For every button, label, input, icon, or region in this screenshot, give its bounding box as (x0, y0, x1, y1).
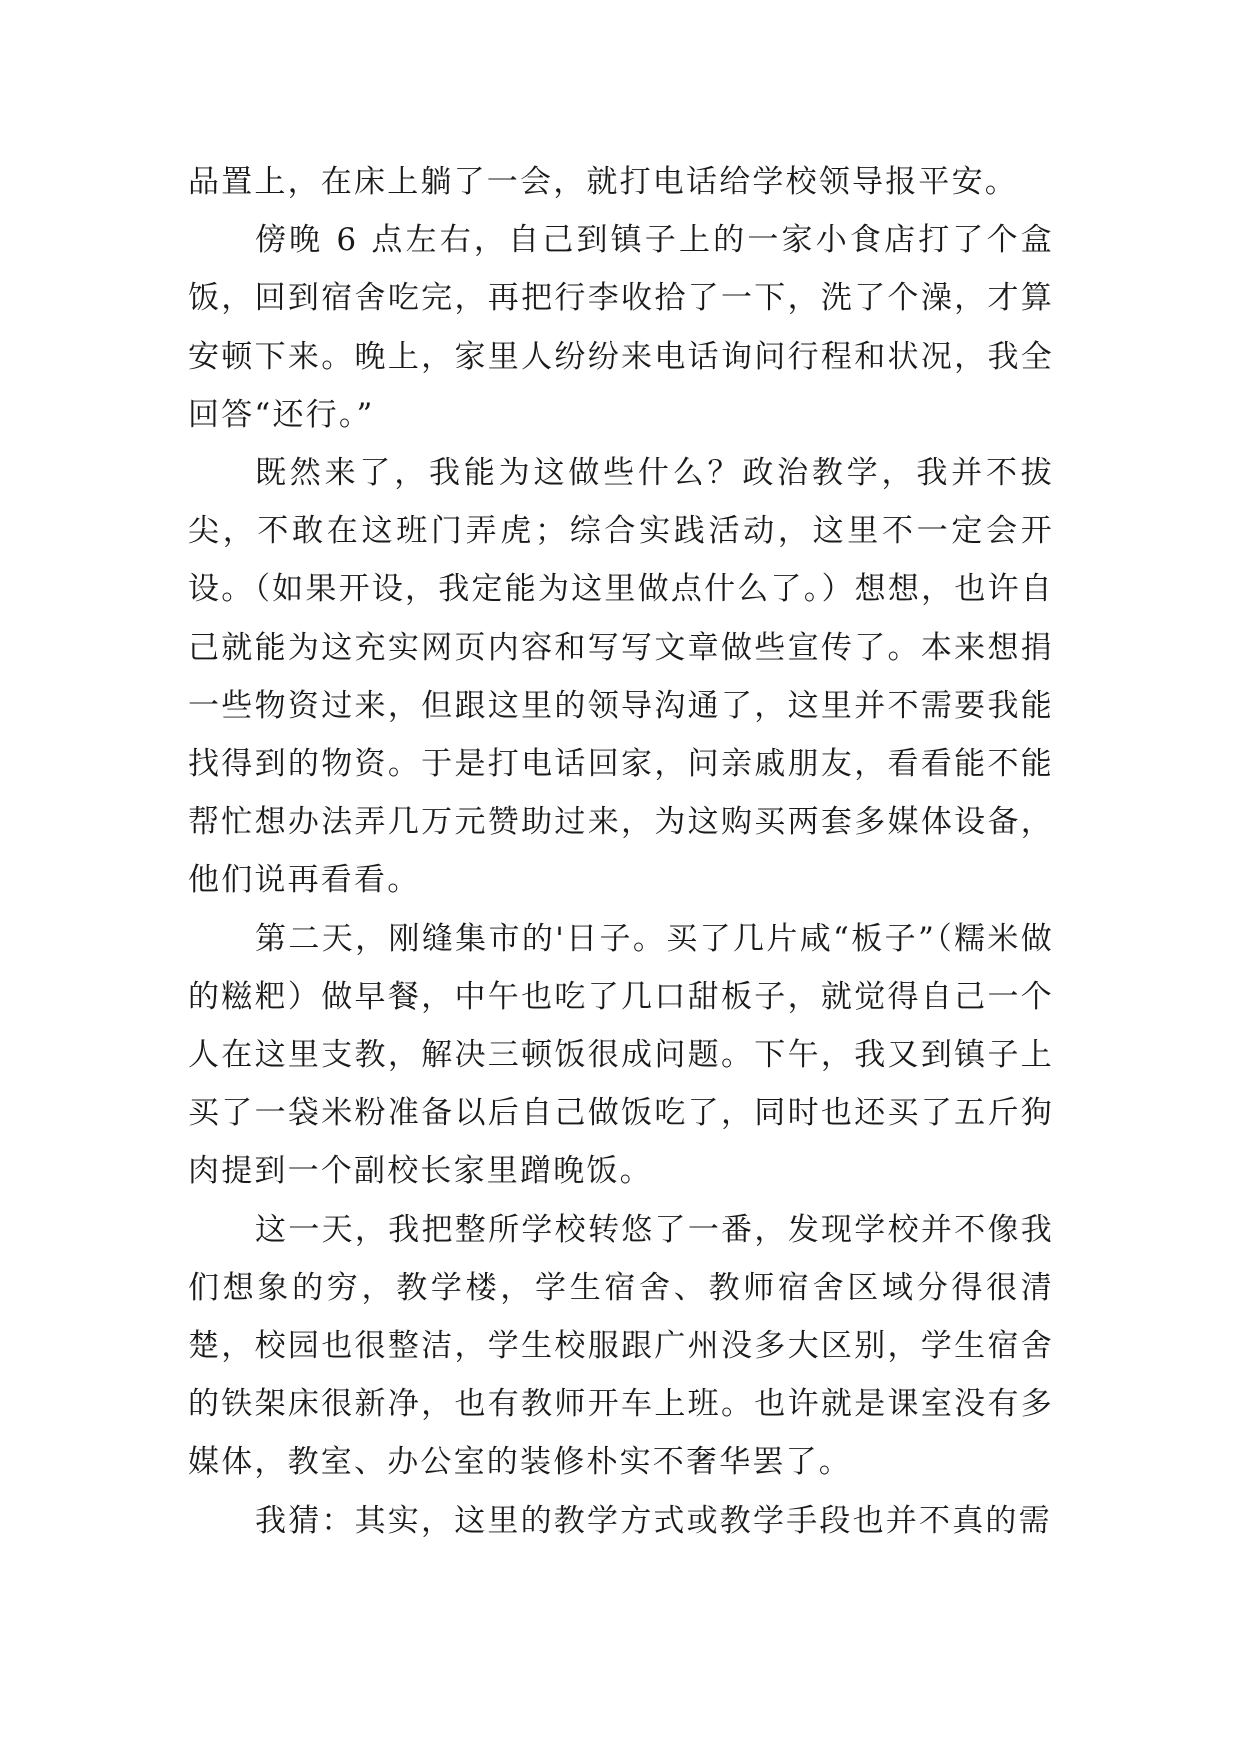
paragraph: 第二天，刚缝集市的'日子。买了几片咸“板子”（糯米做的糍粑）做早餐，中午也吃了几口甜板子，就觉得自己一个人在这里支教，解决三顿饭很成问题。下午，我又到镇子上买了一袋米粉准备以后自己做饭吃了，同时也还买了五斤狗肉提到一个副校长家里蹭晚饭。 (188, 920, 1054, 1190)
paragraph: 我猜：其实，这里的教学方式或教学手段也并不真的需 (255, 1502, 1052, 1539)
body-text (188, 153, 1054, 1550)
paragraph: 傍晚 6 点左右，自己到镇子上的一家小食店打了个盒饭，回到宿舍吃完，再把行李收拾了一下，洗了个澡，才算安顿下来。晚上，家里人纷纷来电话询问行程和状况，我全回答“还行。” (188, 222, 1054, 433)
paragraph: 既然来了，我能为这做些什么？政治教学，我并不拔尖，不敢在这班门弄虎；综合实践活动，这里不一定会开设。（如果开设，我定能为这里做点什么了。）想想，也许自己就能为这充实网页内容和写写文章做些宣传了。本来想捐一些物资过来，但跟这里的领导沟通了，这里并不需要我能找得到的物资。于是打电话回家，问亲戚朋友，看看能不能帮忙想办法弄几万元赞助过来，为这购买两套多媒体设备，他们说再看看。 (188, 455, 1054, 899)
paragraph-continuation: 品置上，在床上躺了一会，就打电话给学校领导报平安。 (188, 164, 1018, 200)
paragraph: 这一天，我把整所学校转悠了一番，发现学校并不像我们想象的穷，教学楼，学生宿舍、教师宿舍区域分得很清楚，校园也很整洁，学生校服跟广州没多大区别，学生宿舍的铁架床很新净，也有教师开车上班。也许就是课室没有多媒体，教室、办公室的装修朴实不奢华罢了。 (188, 1211, 1054, 1481)
